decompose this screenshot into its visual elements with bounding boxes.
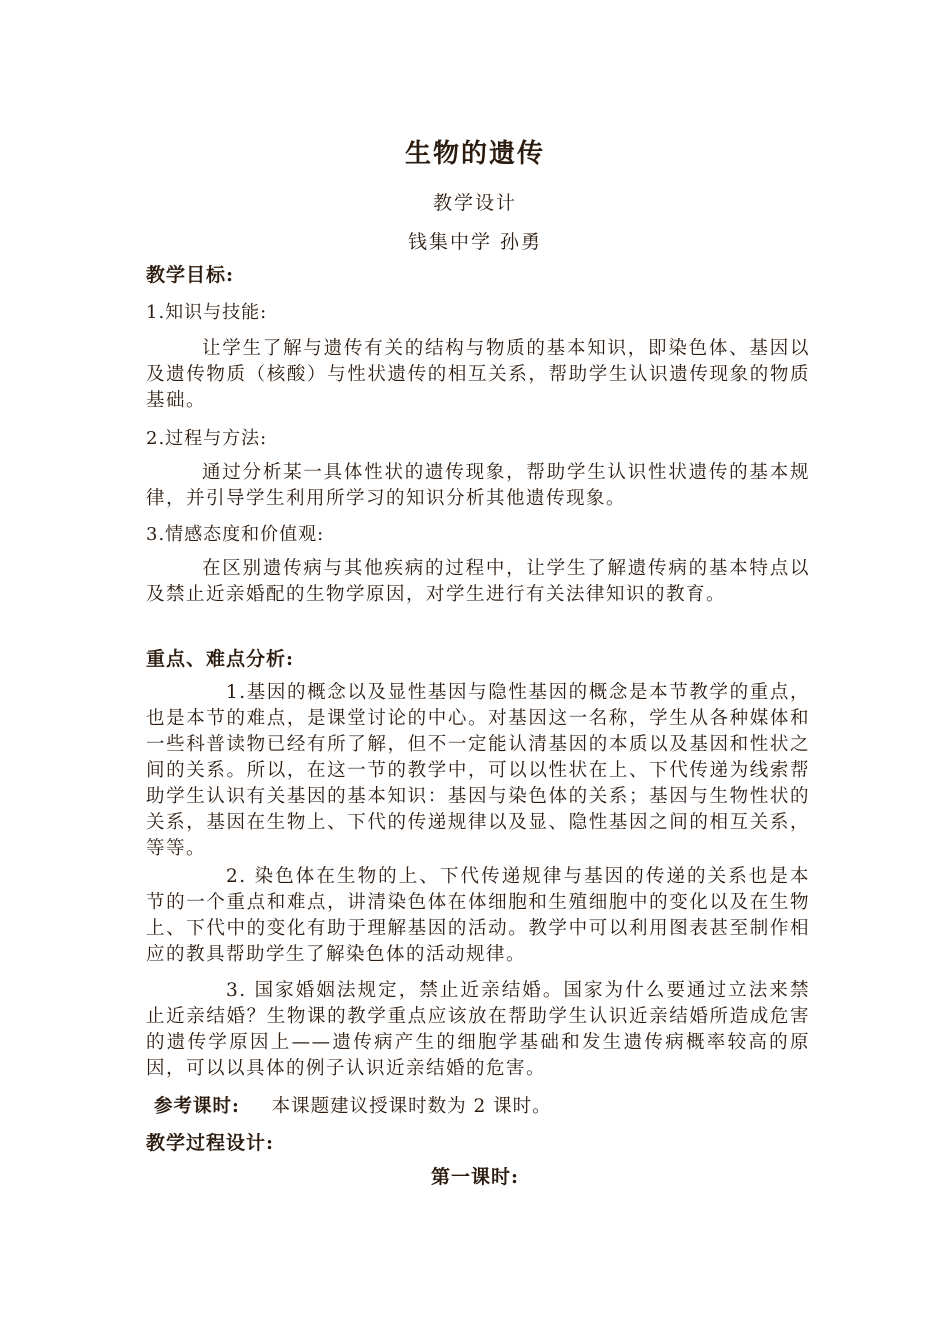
- objective-text-3: 在区别遗传病与其他疾病的过程中，让学生了解遗传病的基本特点以及禁止近亲婚配的生物学原因，对学生进行有关法律知识的教育。: [146, 558, 810, 605]
- objective-text-2: 通过分析某一具体性状的遗传现象，帮助学生认识性状遗传的基本规律，并引导学生利用所学习的知识分析其他遗传现象。: [146, 462, 810, 509]
- analysis-heading: 重点、难点分析:: [146, 648, 295, 670]
- reference-text: 本课题建议授课时数为 2 课时。: [271, 1096, 552, 1117]
- objective-text-1: 让学生了解与遗传有关的结构与物质的基本知识，即染色体、基因以及遗传物质（核酸）与性状遗传的相互关系，帮助学生认识遗传现象的物质基础。: [146, 338, 810, 411]
- analysis-paragraph-2: 2. 染色体在生物的上、下代传递规律与基因的传递的关系也是本节的一个重点和难点，讲清染色体在体细胞和生殖细胞中的变化以及在生物上、下代中的变化有助于理解基因的活动。教学中可以利用图表甚至制作相应的教具帮助学生了解染色体的活动规律。: [146, 866, 810, 965]
- document-author: 钱集中学 孙勇: [407, 231, 543, 253]
- objective-label-3: 3.情感态度和价值观:: [146, 524, 325, 545]
- analysis-paragraph-3: 3. 国家婚姻法规定，禁止近亲结婚。国家为什么要通过立法来禁止近亲结婚？生物课的教学重点应该放在帮助学生认识近亲结婚所造成危害的遗传学原因上——遗传病产生的细胞学基础和发生遗传病概率较高的原因，可以以具体的例子认识近亲结婚的危害。: [146, 980, 810, 1079]
- reference-label: 参考课时:: [154, 1096, 240, 1117]
- document-subtitle: 教学设计: [432, 192, 517, 214]
- objective-label-1: 1.知识与技能:: [146, 302, 268, 323]
- reference-hours: [154, 1092, 552, 1118]
- objective-label-2: 2.过程与方法:: [146, 428, 268, 449]
- document-title: 生物的遗传: [404, 139, 545, 169]
- lesson-heading: 第一课时:: [430, 1166, 519, 1188]
- objectives-heading: 教学目标:: [146, 264, 235, 286]
- process-heading: 教学过程设计:: [146, 1132, 275, 1154]
- analysis-paragraph-1: 1.基因的概念以及显性基因与隐性基因的概念是本节教学的重点，也是本节的难点，是课堂讨论的中心。对基因这一名称，学生从各种媒体和一些科普读物已经有所了解，但不一定能认清基因的本质以及基因和性状之间的关系。所以，在这一节的教学中，可以以性状在上、下代传递为线索帮助学生认识有关基因的基本知识：基因与染色体的关系；基因与生物性状的关系，基因在生物上、下代的传递规律以及显、隐性基因之间的相互关系，等等。: [146, 682, 810, 859]
